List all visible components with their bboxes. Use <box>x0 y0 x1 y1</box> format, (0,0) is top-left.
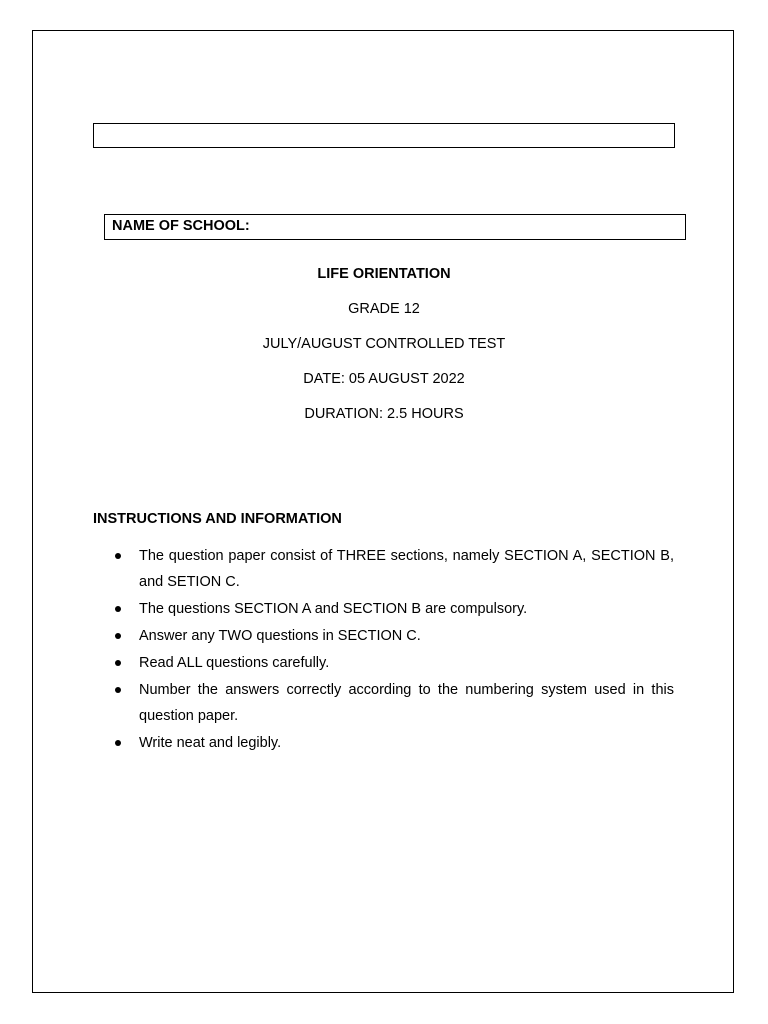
instruction-text: Write neat and legibly. <box>139 735 282 751</box>
instruction-text: Read ALL questions carefully. <box>139 655 330 671</box>
test-name-line: JULY/AUGUST CONTROLLED TEST <box>262 336 506 352</box>
blank-header-box <box>93 123 675 148</box>
instruction-text: The questions SECTION A and SECTION B are compulsory. <box>139 601 528 617</box>
list-item <box>112 730 674 756</box>
school-name-box <box>104 214 686 240</box>
instructions-list <box>112 543 674 757</box>
bullet-icon <box>115 633 121 639</box>
instruction-text: Answer any TWO questions in SECTION C. <box>139 628 421 644</box>
bullet-icon <box>115 606 121 612</box>
bullet-icon <box>115 660 121 666</box>
duration-line: DURATION: 2.5 HOURS <box>304 406 464 422</box>
instruction-text: Number the answers correctly according to the numbering system used in this question paper. <box>139 682 674 724</box>
date-line: DATE: 05 AUGUST 2022 <box>303 371 465 387</box>
list-item <box>112 543 674 595</box>
subject-title: LIFE ORIENTATION <box>317 266 451 282</box>
list-item <box>112 650 674 676</box>
grade-line: GRADE 12 <box>348 301 420 317</box>
instructions-heading: INSTRUCTIONS AND INFORMATION <box>93 511 342 527</box>
list-item <box>112 677 674 729</box>
bullet-icon <box>115 553 121 559</box>
bullet-icon <box>115 740 121 746</box>
school-name-label: NAME OF SCHOOL: <box>112 218 250 234</box>
instruction-text: The question paper consist of THREE sections, namely SECTION A, SECTION B, and SETION C. <box>139 548 674 590</box>
list-item <box>112 623 674 649</box>
bullet-icon <box>115 687 121 693</box>
list-item <box>112 596 674 622</box>
